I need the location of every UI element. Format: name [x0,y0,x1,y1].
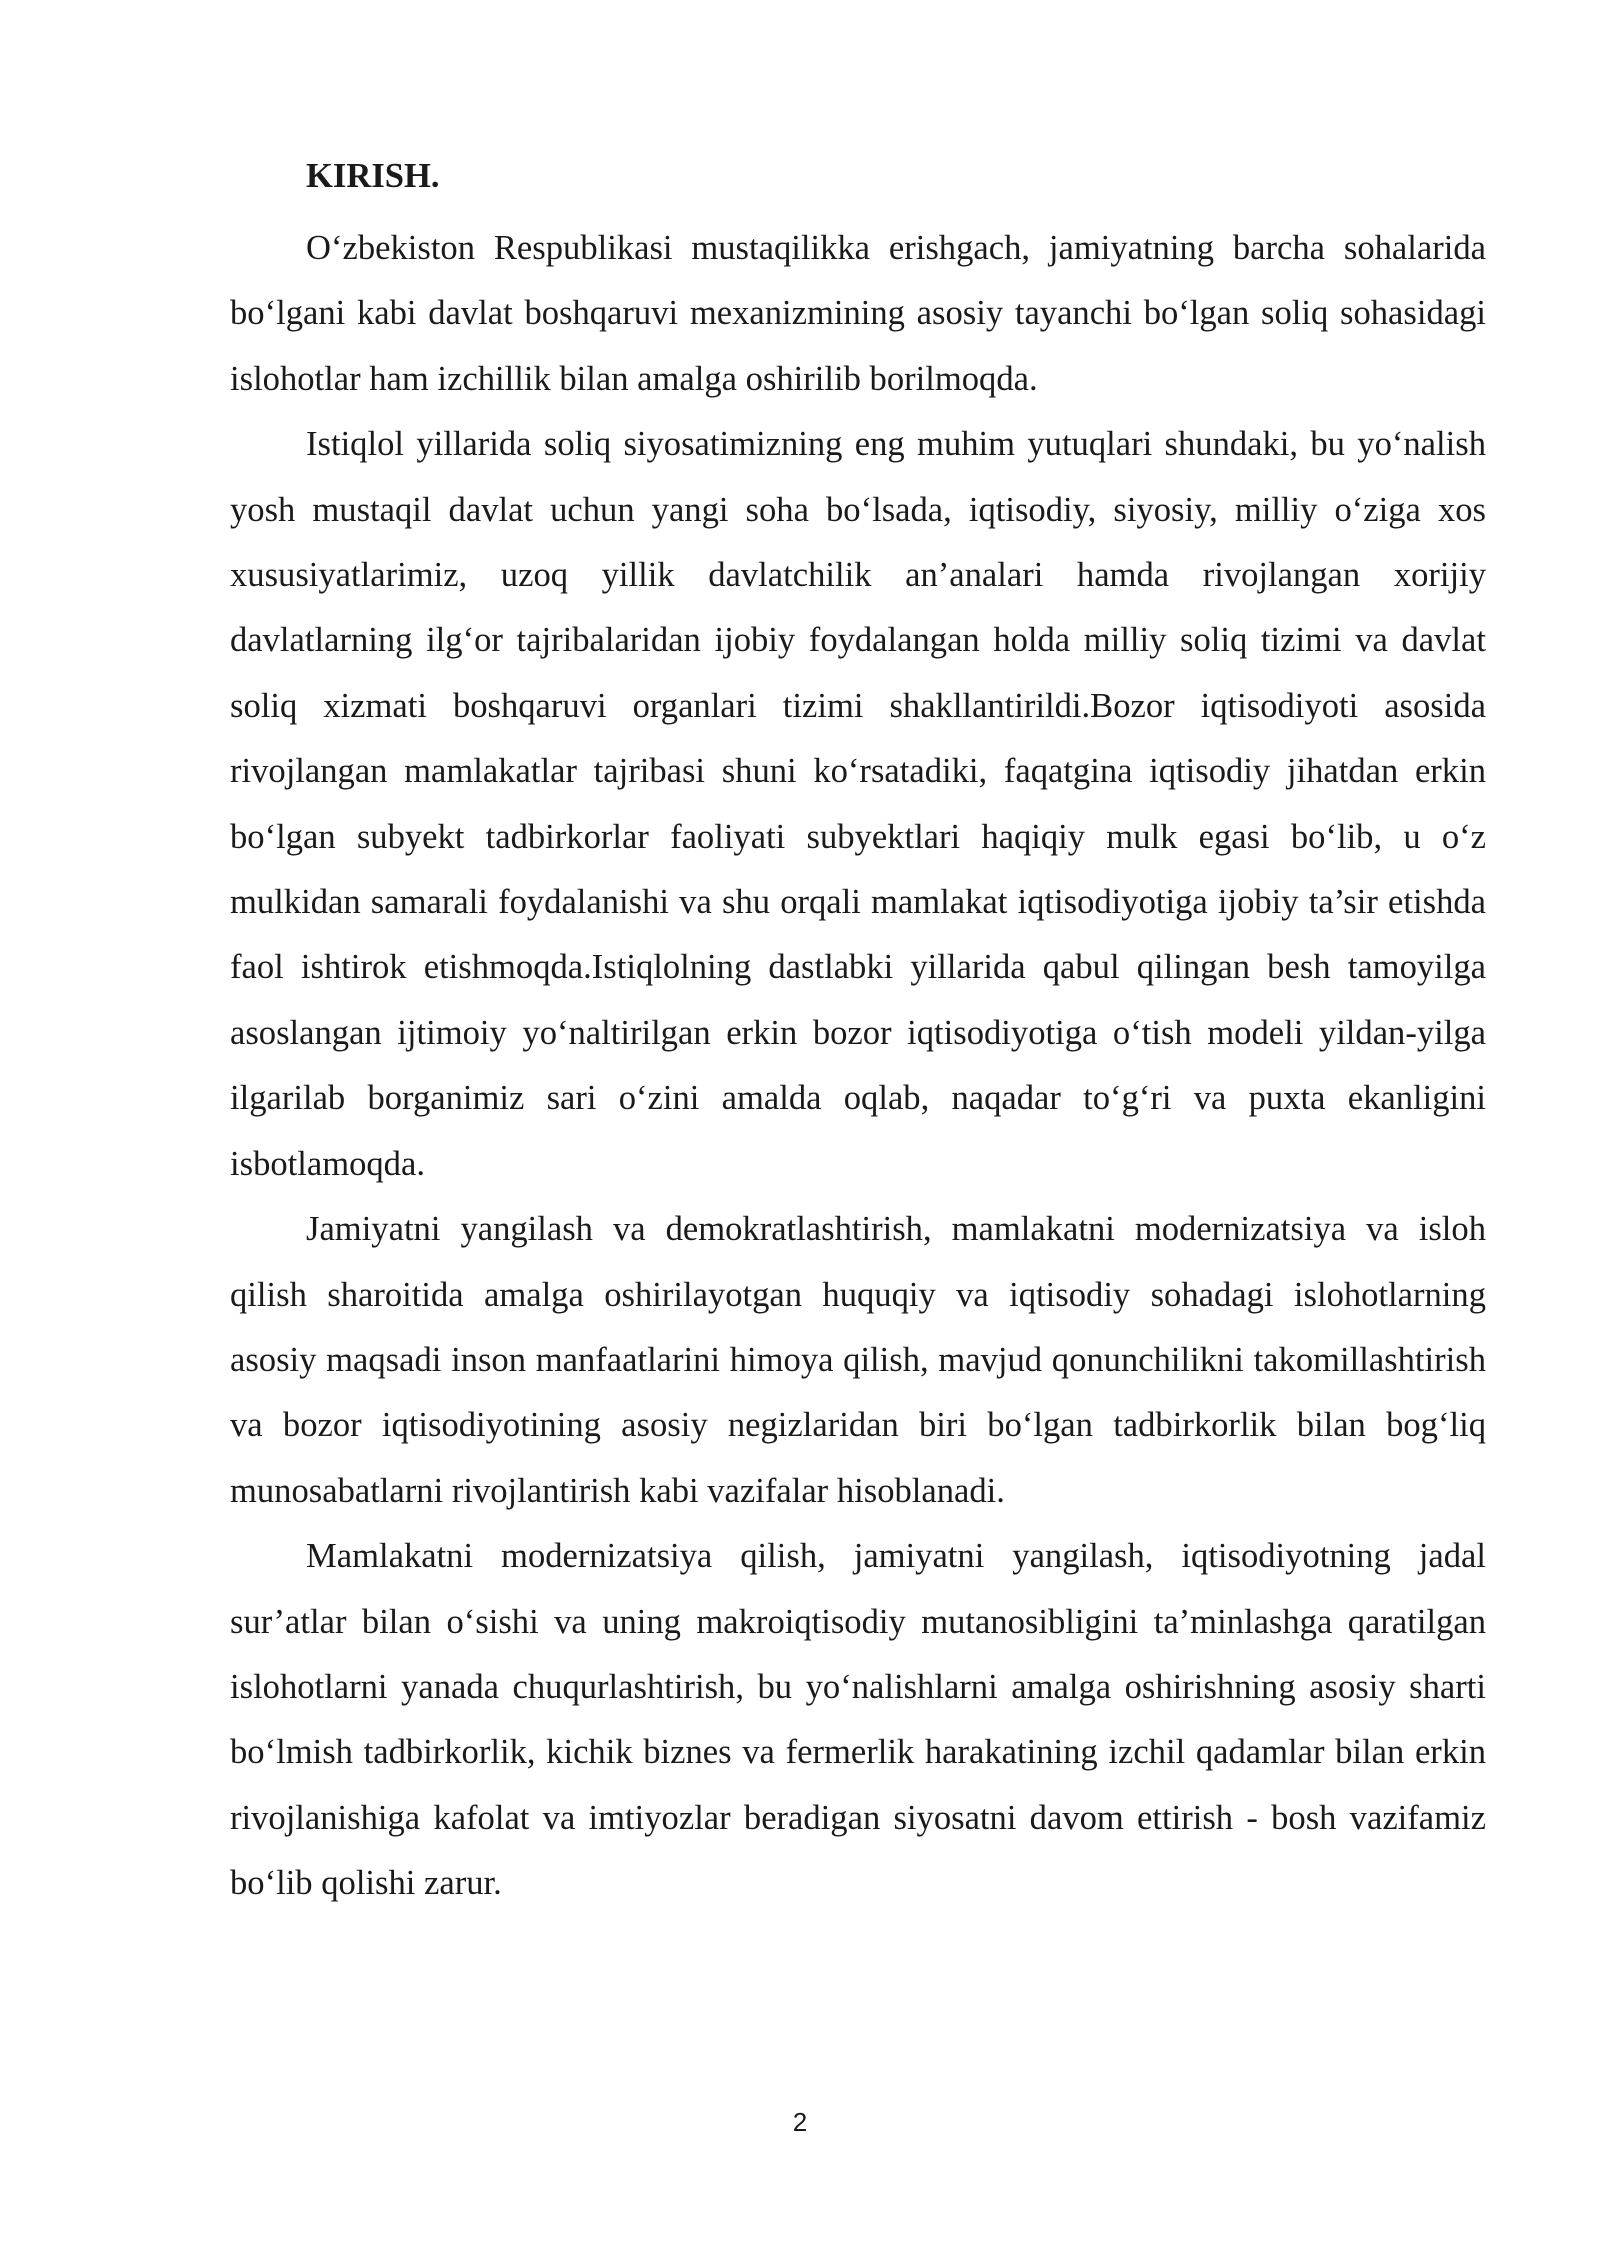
paragraph-3: Jamiyatni yangilash va demokratlashtirish, mamlakatni modernizatsiya va isloh qilish sharoitida amalga oshirilayotgan huquqiy va iqtisodiy sohadagi islohotlarning asosiy maqsadi inson manfaatlarini himoya qilish, mavjud qonunchilikni takomillashtirish va bozor iqtisodiyotining asosiy negizlaridan biri bo‘lgan tadbirkorlik bilan bog‘liq munosabatlarni rivojlantirish kabi vazifalar hisoblanadi. [230,1210,1486,1510]
section-heading: KIRISH. [306,157,440,195]
paragraph-4: Mamlakatni modernizatsiya qilish, jamiyatni yangilash, iqtisodiyotning jadal sur’atlar bilan o‘sishi va uning makroiqtisodiy mutanosibligini ta’minlashga qaratilgan islohotlarni yanada chuqurlashtirish, bu yo‘nalishlarni amalga oshirishning asosiy sharti bo‘lmish tadbirkorlik, kichik biznes va fermerlik harakatining izchil qadamlar bilan erkin rivojlanishiga kafolat va imtiyozlar beradigan siyosatni davom ettirish - bosh vazifamiz bo‘lib qolishi zarur. [230,1537,1486,1903]
paragraph-1: O‘zbekiston Respublikasi mustaqilikka erishgach, jamiyatning barcha sohalarida bo‘lgani kabi davlat boshqaruvi mexanizmining asosiy tayanchi bo‘lgan soliq sohasidagi islohotlar ham izchillik bilan amalga oshirilib borilmoqda. [230,229,1486,398]
page-body [230,148,1486,1917]
paragraph-2: Istiqlol yillarida soliq siyosatimizning eng muhim yutuqlari shundaki, bu yo‘nalish yosh mustaqil davlat uchun yangi soha bo‘lsada, iqtisodiy, siyosiy, milliy o‘ziga xos xususiyatlarimiz, uzoq yillik davlatchilik an’analari hamda rivojlangan xorijiy davlatlarning ilg‘or tajribalaridan ijobiy foydalangan holda milliy soliq tizimi va davlat soliq xizmati boshqaruvi organlari tizimi shakllantirildi.Bozor iqtisodiyoti asosida rivojlangan mamlakatlar tajribasi shuni ko‘rsatadiki, faqatgina iqtisodiy jihatdan erkin bo‘lgan subyekt tadbirkorlar faoliyati subyektlari haqiqiy mulk egasi bo‘lib, u o‘z mulkidan samarali foydalanishi va shu orqali mamlakat iqtisodiyotiga ijobiy ta’sir etishda faol ishtirok etishmoqda.Istiqlolning dastlabki yillarida qabul qilingan besh tamoyilga asoslangan ijtimoiy yo‘naltirilgan erkin bozor iqtisodiyotiga o‘tish modeli yildan-yilga ilgarilab borganimiz sari o‘zini amalda oqlab, naqadar to‘g‘ri va puxta ekanligini isbotlamoqda. [230,425,1486,1183]
page-number: 2 [792,2107,808,2137]
